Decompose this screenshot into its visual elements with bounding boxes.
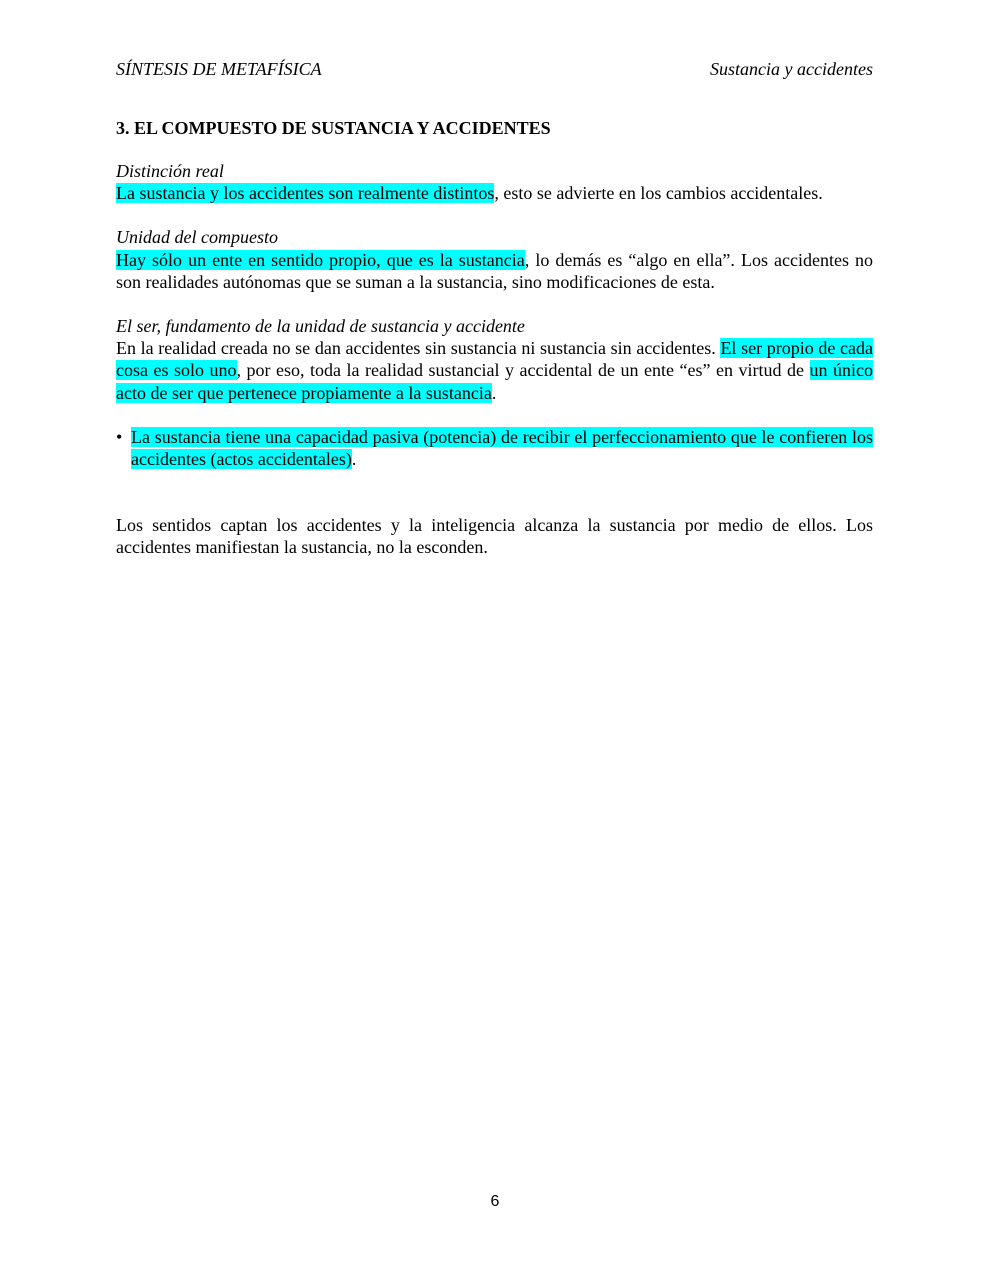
unidad-compuesto-paragraph xyxy=(116,249,873,293)
highlighted-text: Hay sólo un ente en sentido propio, que es la sustancia xyxy=(116,249,525,270)
distincion-real-block xyxy=(116,160,873,204)
bullet-icon: • xyxy=(116,426,123,447)
closing-paragraph: Los sentidos captan los accidentes y la inteligencia alcanza la sustancia por medio de ellos. Los accidentes manifiestan la sustancia, no la esconden. xyxy=(116,515,873,558)
section-title: 3. EL COMPUESTO DE SUSTANCIA Y ACCIDENTES xyxy=(116,118,551,138)
highlighted-text: La sustancia tiene una capacidad pasiva (potencia) de recibir el perfeccionamiento que le confieren los accidentes (actos accidentales) xyxy=(131,426,873,470)
paragraph-text: , por eso, toda la realidad sustancial y accidental de un ente “es” en virtud de xyxy=(236,360,810,381)
highlighted-text: un único acto de ser que pertenece propiamente a la sustancia xyxy=(116,360,874,403)
paragraph-text: . xyxy=(491,382,497,403)
ser-fundamento-paragraph xyxy=(116,337,873,404)
ser-fundamento-block xyxy=(116,315,873,404)
unidad-compuesto-block xyxy=(116,226,873,293)
paragraph-text: . xyxy=(351,449,357,470)
ser-fundamento-heading: El ser, fundamento de la unidad de sustancia y accidente xyxy=(116,316,525,337)
header-book-title: SÍNTESIS DE METAFÍSICA xyxy=(116,59,322,79)
unidad-compuesto-heading: Unidad del compuesto xyxy=(116,227,278,248)
header-chapter-title: Sustancia y accidentes xyxy=(710,59,873,79)
page-number: 6 xyxy=(490,1193,500,1210)
highlighted-text: La sustancia y los accidentes son realmente distintos xyxy=(116,183,495,204)
distincion-real-heading: Distinción real xyxy=(116,161,224,181)
paragraph-text: , lo demás es “algo en ella”. Los accidentes no son realidades autónomas que se suman a la sustancia, sino modificaciones de esta. xyxy=(116,249,873,292)
paragraph-text: , esto se advierte en los cambios accidentales. xyxy=(494,183,823,204)
bullet-item xyxy=(116,426,873,470)
distincion-real-paragraph xyxy=(116,182,873,204)
page-content xyxy=(116,116,873,559)
paragraph-text: En la realidad creada no se dan accidentes sin sustancia ni sustancia sin accidentes. xyxy=(116,338,721,359)
highlighted-text: El ser propio de cada cosa es solo uno xyxy=(116,338,873,381)
